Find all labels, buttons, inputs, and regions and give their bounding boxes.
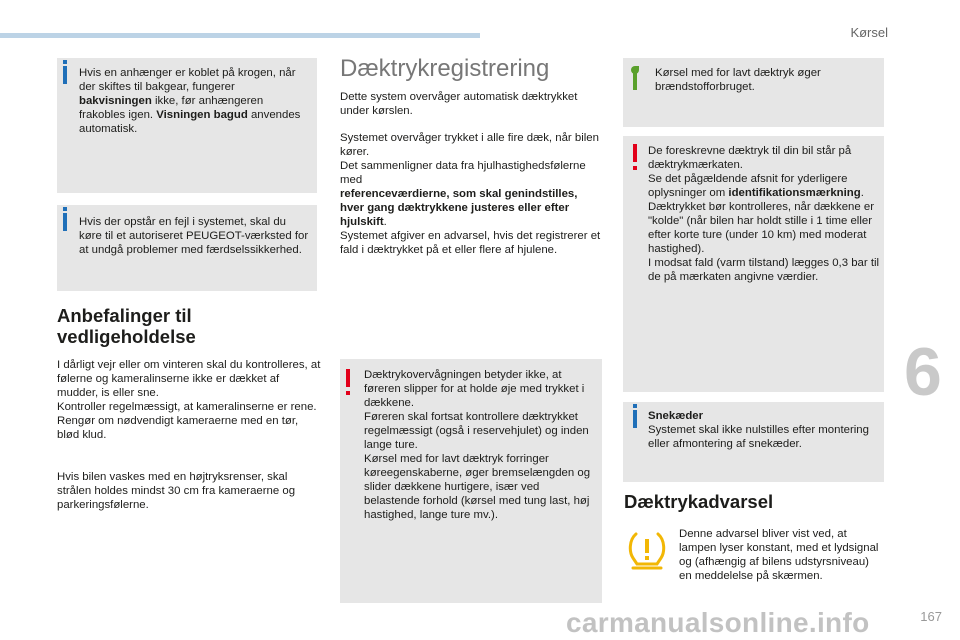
- warning-box-text: Dæktrykovervågningen betyder ikke, at føreren slipper for at holde øje med trykket i dækkene. Føreren skal fortsat kontrollere dæktrykket regelmæssigt (også i reservehjulet) og inden lange ture. Kørsel med for lavt dæktryk forringer køreegenskaberne, øger bremselængden og slider dækkene hurtigere, især ved belastende forhold (kørsel med tung last, høj hastighed, lange ture mv.).: [364, 369, 591, 521]
- page-number: 167: [920, 609, 942, 624]
- info-icon: [633, 410, 637, 428]
- heading-tpms: Dæktrykregistrering: [340, 55, 550, 82]
- info-box-fault: [57, 205, 317, 291]
- info-box-text: Snekæder Systemet skal ikke nulstilles efter montering eller afmontering af snekæder.: [648, 410, 869, 450]
- tpms-intro: Dette system overvåger automatisk dæktrykket under kørslen.: [340, 91, 578, 117]
- maintenance-paragraph: I dårligt vejr eller om vinteren skal du kontrolleres, at følerne og kameralinserne ikke er dækket af mudder, is eller sne. Kontroller regelmæssigt, at kameralinserne er rene. Rengør om nødvendigt kameraerne med en tør, blød klud.: [57, 359, 321, 441]
- warning-box-pressures: [623, 136, 884, 392]
- warning-box-tpms: [340, 359, 602, 603]
- warning-box-text: De foreskrevne dæktryk til din bil står på dæktrykmærkaten. Se det pågældende afsnit for yderligere oplysninger om identifikationsmærkning. Dæktrykket bør kontrolleres, når dækkene er "kolde" (når bilen har holdt stille i 1 time eller efter korte ture (under 10 km) med moderat hastighed). I modsat fald (varm tilstand) lægges 0,3 bar til de på mærkaten angivne værdier.: [648, 145, 880, 283]
- chapter-number: 6: [904, 334, 942, 410]
- tpms-description: Systemet overvåger trykket i alle fire dæk, når bilen kører. Det sammenligner data fra hjulhastighedsfølerne med referenceværdierne, som skal genindstilles, hver gang dæktrykkene justeres eller efter hjulskift. Systemet afgiver en advarsel, hvis det registrerer et fald i dæktrykket på et eller flere af hjulene.: [340, 132, 601, 256]
- eco-box-text: Kørsel med for lavt dæktryk øger brændstofforbruget.: [655, 67, 821, 93]
- tpms-warning-lamp-icon: [627, 530, 667, 570]
- warning-icon: [633, 144, 637, 162]
- info-box-trailer: [57, 58, 317, 193]
- warning-icon: [346, 369, 350, 387]
- info-box-snow-chains: [623, 402, 884, 482]
- info-icon: [63, 213, 67, 231]
- heading-maintenance: Anbefalinger til vedligeholdelse: [57, 305, 196, 347]
- leaf-icon: [633, 72, 637, 90]
- info-box-text: Hvis der opstår en fejl i systemet, skal du køre til et autoriseret PEUGEOT-værksted for at undgå problemer med færdselssikkerhed.: [79, 216, 309, 256]
- info-box-text: Hvis en anhænger er koblet på krogen, når der skiftes til bakgear, fungerer bakvisningen ikke, før anhængeren frakobles igen. Visningen bagud anvendes automatisk.: [79, 67, 301, 135]
- watermark: carmanualsonline.info: [566, 607, 870, 638]
- eco-box: [623, 58, 884, 127]
- washing-paragraph: Hvis bilen vaskes med en højtryksrenser, skal strålen holdes mindst 30 cm fra kameraerne og parkeringsfølerne.: [57, 471, 296, 511]
- tpms-warning-text: Denne advarsel bliver vist ved, at lampen lyser konstant, med et lydsignal og (afhængig af bilens udstyrsniveau) en meddelelse på skærmen.: [679, 528, 879, 582]
- section-title: Kørsel: [850, 25, 888, 40]
- heading-tpms-warning: Dæktrykadvarsel: [624, 491, 774, 512]
- header-accent-bar: [0, 33, 480, 38]
- info-icon: [63, 66, 67, 84]
